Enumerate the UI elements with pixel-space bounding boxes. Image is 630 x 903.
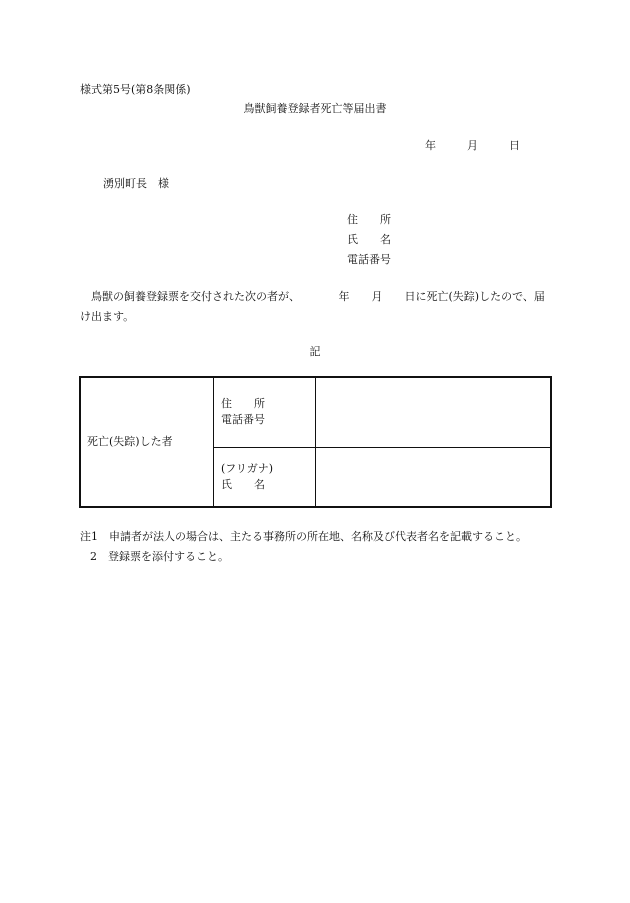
applicant-phone-label: 電話番号 — [347, 253, 391, 266]
body-paragraph: 鳥獣の飼養登録票を交付された次の者が、 年 月 日に死亡(失踪)したので、届け出ます。 — [80, 290, 545, 323]
recipient: 湧別町長 様 — [103, 177, 169, 190]
ki-heading: 記 — [309, 345, 321, 358]
table-address-label: 住 所 — [221, 397, 265, 411]
row-header-label: 死亡(失踪)した者 — [87, 435, 173, 448]
table-name-label: 氏 名 — [221, 477, 265, 491]
row-header-cell — [80, 377, 214, 507]
note-item: 注1 申請者が法人の場合は、主たる事務所の所在地、名称及び代表者名を記載すること。 — [80, 530, 527, 543]
document-title: 鳥獣飼養登録者死亡等届出書 — [243, 102, 387, 115]
table-phone-label: 電話番号 — [221, 413, 265, 427]
name-input-cell[interactable] — [316, 447, 552, 507]
address-phone-input-cell[interactable] — [316, 377, 552, 447]
note-item: 2 登録票を添付すること。 — [90, 550, 229, 563]
table-furigana-label: (フリガナ) — [221, 461, 274, 475]
name-label-cell — [214, 447, 316, 507]
date-year-label: 年 — [425, 139, 436, 152]
table-row — [80, 377, 551, 447]
applicant-name-label: 氏 名 — [347, 233, 391, 246]
date-day-label: 日 — [509, 139, 520, 152]
address-phone-label-cell — [214, 377, 316, 447]
deceased-info-table — [79, 376, 552, 508]
applicant-block — [347, 210, 391, 270]
notes-block — [80, 527, 552, 567]
form-number: 様式第5号(第8条関係) — [80, 83, 191, 96]
date-month-label: 月 — [467, 139, 478, 152]
date-line — [425, 138, 520, 153]
applicant-address-label: 住 所 — [347, 213, 391, 226]
